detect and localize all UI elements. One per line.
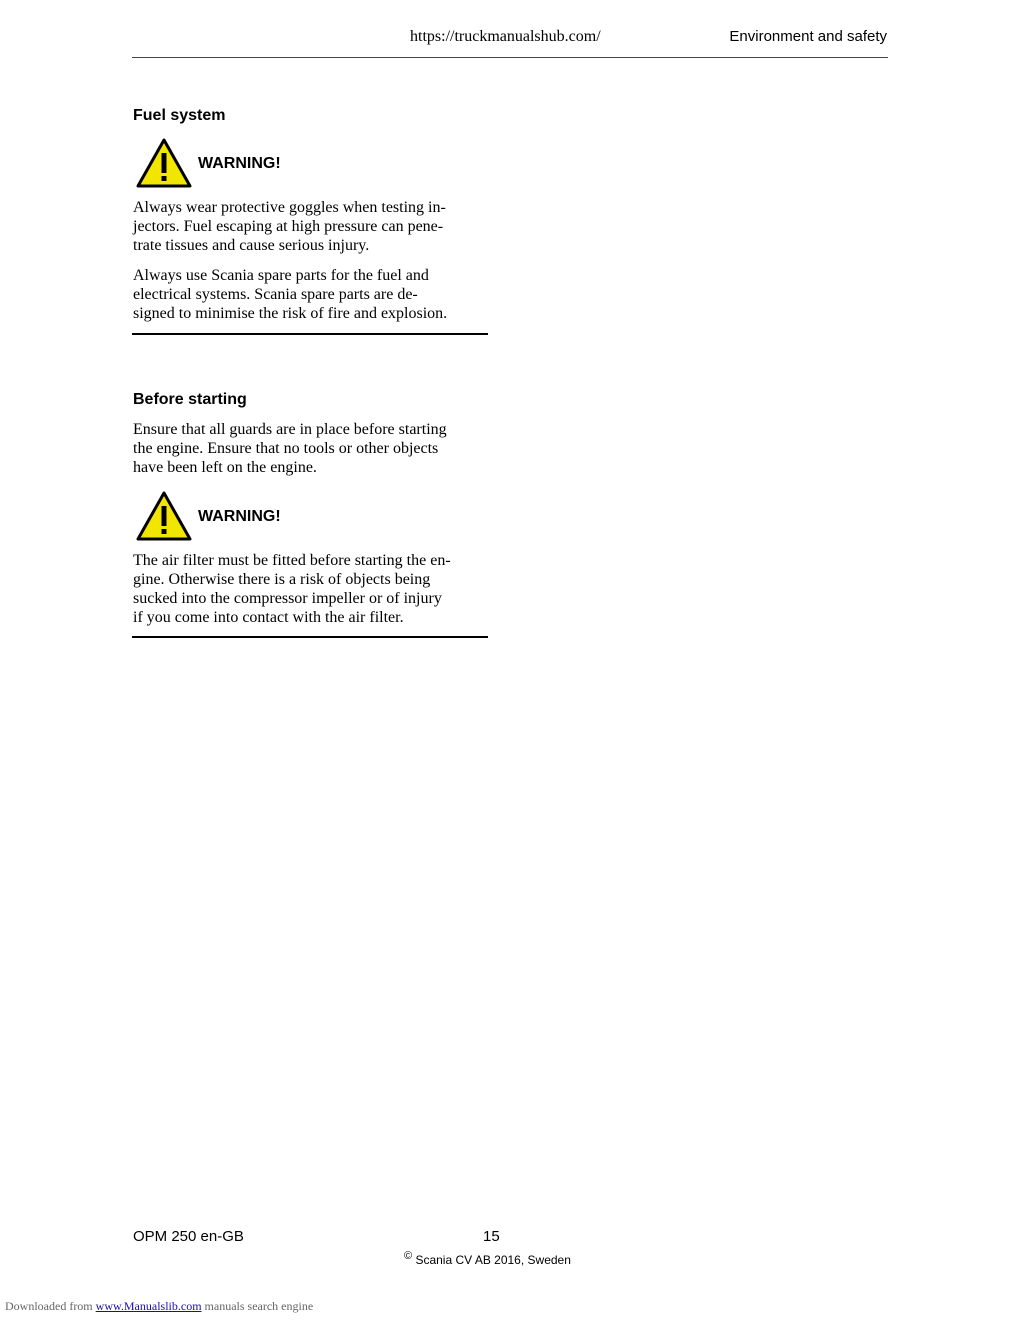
air-filter-warning-text bbox=[133, 551, 478, 627]
text-line: if you come into contact with the air filter. bbox=[133, 609, 404, 626]
text-line: Ensure that all guards are in place before starting bbox=[133, 421, 447, 438]
download-prefix: Downloaded from bbox=[5, 1299, 93, 1313]
header-section-title: Environment and safety bbox=[729, 28, 887, 45]
copyright-text: Scania CV AB 2016, Sweden bbox=[415, 1253, 571, 1267]
download-note bbox=[5, 1299, 313, 1314]
before-starting-heading: Before starting bbox=[133, 391, 247, 408]
copyright bbox=[404, 1250, 571, 1267]
header-rule bbox=[132, 57, 888, 58]
text-line: Always wear protective goggles when testing in- bbox=[133, 199, 446, 216]
section-rule bbox=[132, 636, 488, 638]
text-line: trate tissues and cause serious injury. bbox=[133, 237, 370, 254]
warning-triangle-icon bbox=[135, 137, 193, 189]
text-line: electrical systems. Scania spare parts are de- bbox=[133, 286, 418, 303]
text-line: The air filter must be fitted before starting the en- bbox=[133, 552, 451, 569]
download-suffix: manuals search engine bbox=[204, 1299, 314, 1313]
text-line: have been left on the engine. bbox=[133, 459, 317, 476]
fuel-spare-parts-text bbox=[133, 266, 478, 323]
text-line: jectors. Fuel escaping at high pressure can pene- bbox=[133, 218, 444, 235]
text-line: Always use Scania spare parts for the fuel and bbox=[133, 267, 429, 284]
fuel-system-heading: Fuel system bbox=[133, 107, 226, 124]
copyright-symbol: © bbox=[404, 1250, 413, 1262]
text-line: signed to minimise the risk of fire and explosion. bbox=[133, 305, 448, 322]
section-rule bbox=[132, 333, 488, 335]
warning-label: WARNING! bbox=[198, 155, 281, 172]
text-line: the engine. Ensure that no tools or other objects bbox=[133, 440, 439, 457]
warning-label: WARNING! bbox=[198, 508, 281, 525]
warning-triangle-icon bbox=[135, 490, 193, 542]
header-url: https://truckmanualshub.com/ bbox=[410, 28, 601, 45]
text-line: gine. Otherwise there is a risk of objects being bbox=[133, 571, 431, 588]
fuel-warning-text bbox=[133, 198, 478, 255]
page-number: 15 bbox=[483, 1228, 500, 1245]
before-starting-text bbox=[133, 420, 478, 477]
manualslib-link[interactable]: www.Manualslib.com bbox=[95, 1299, 202, 1313]
document-code: OPM 250 en-GB bbox=[133, 1228, 244, 1245]
text-line: sucked into the compressor impeller or of injury bbox=[133, 590, 442, 607]
